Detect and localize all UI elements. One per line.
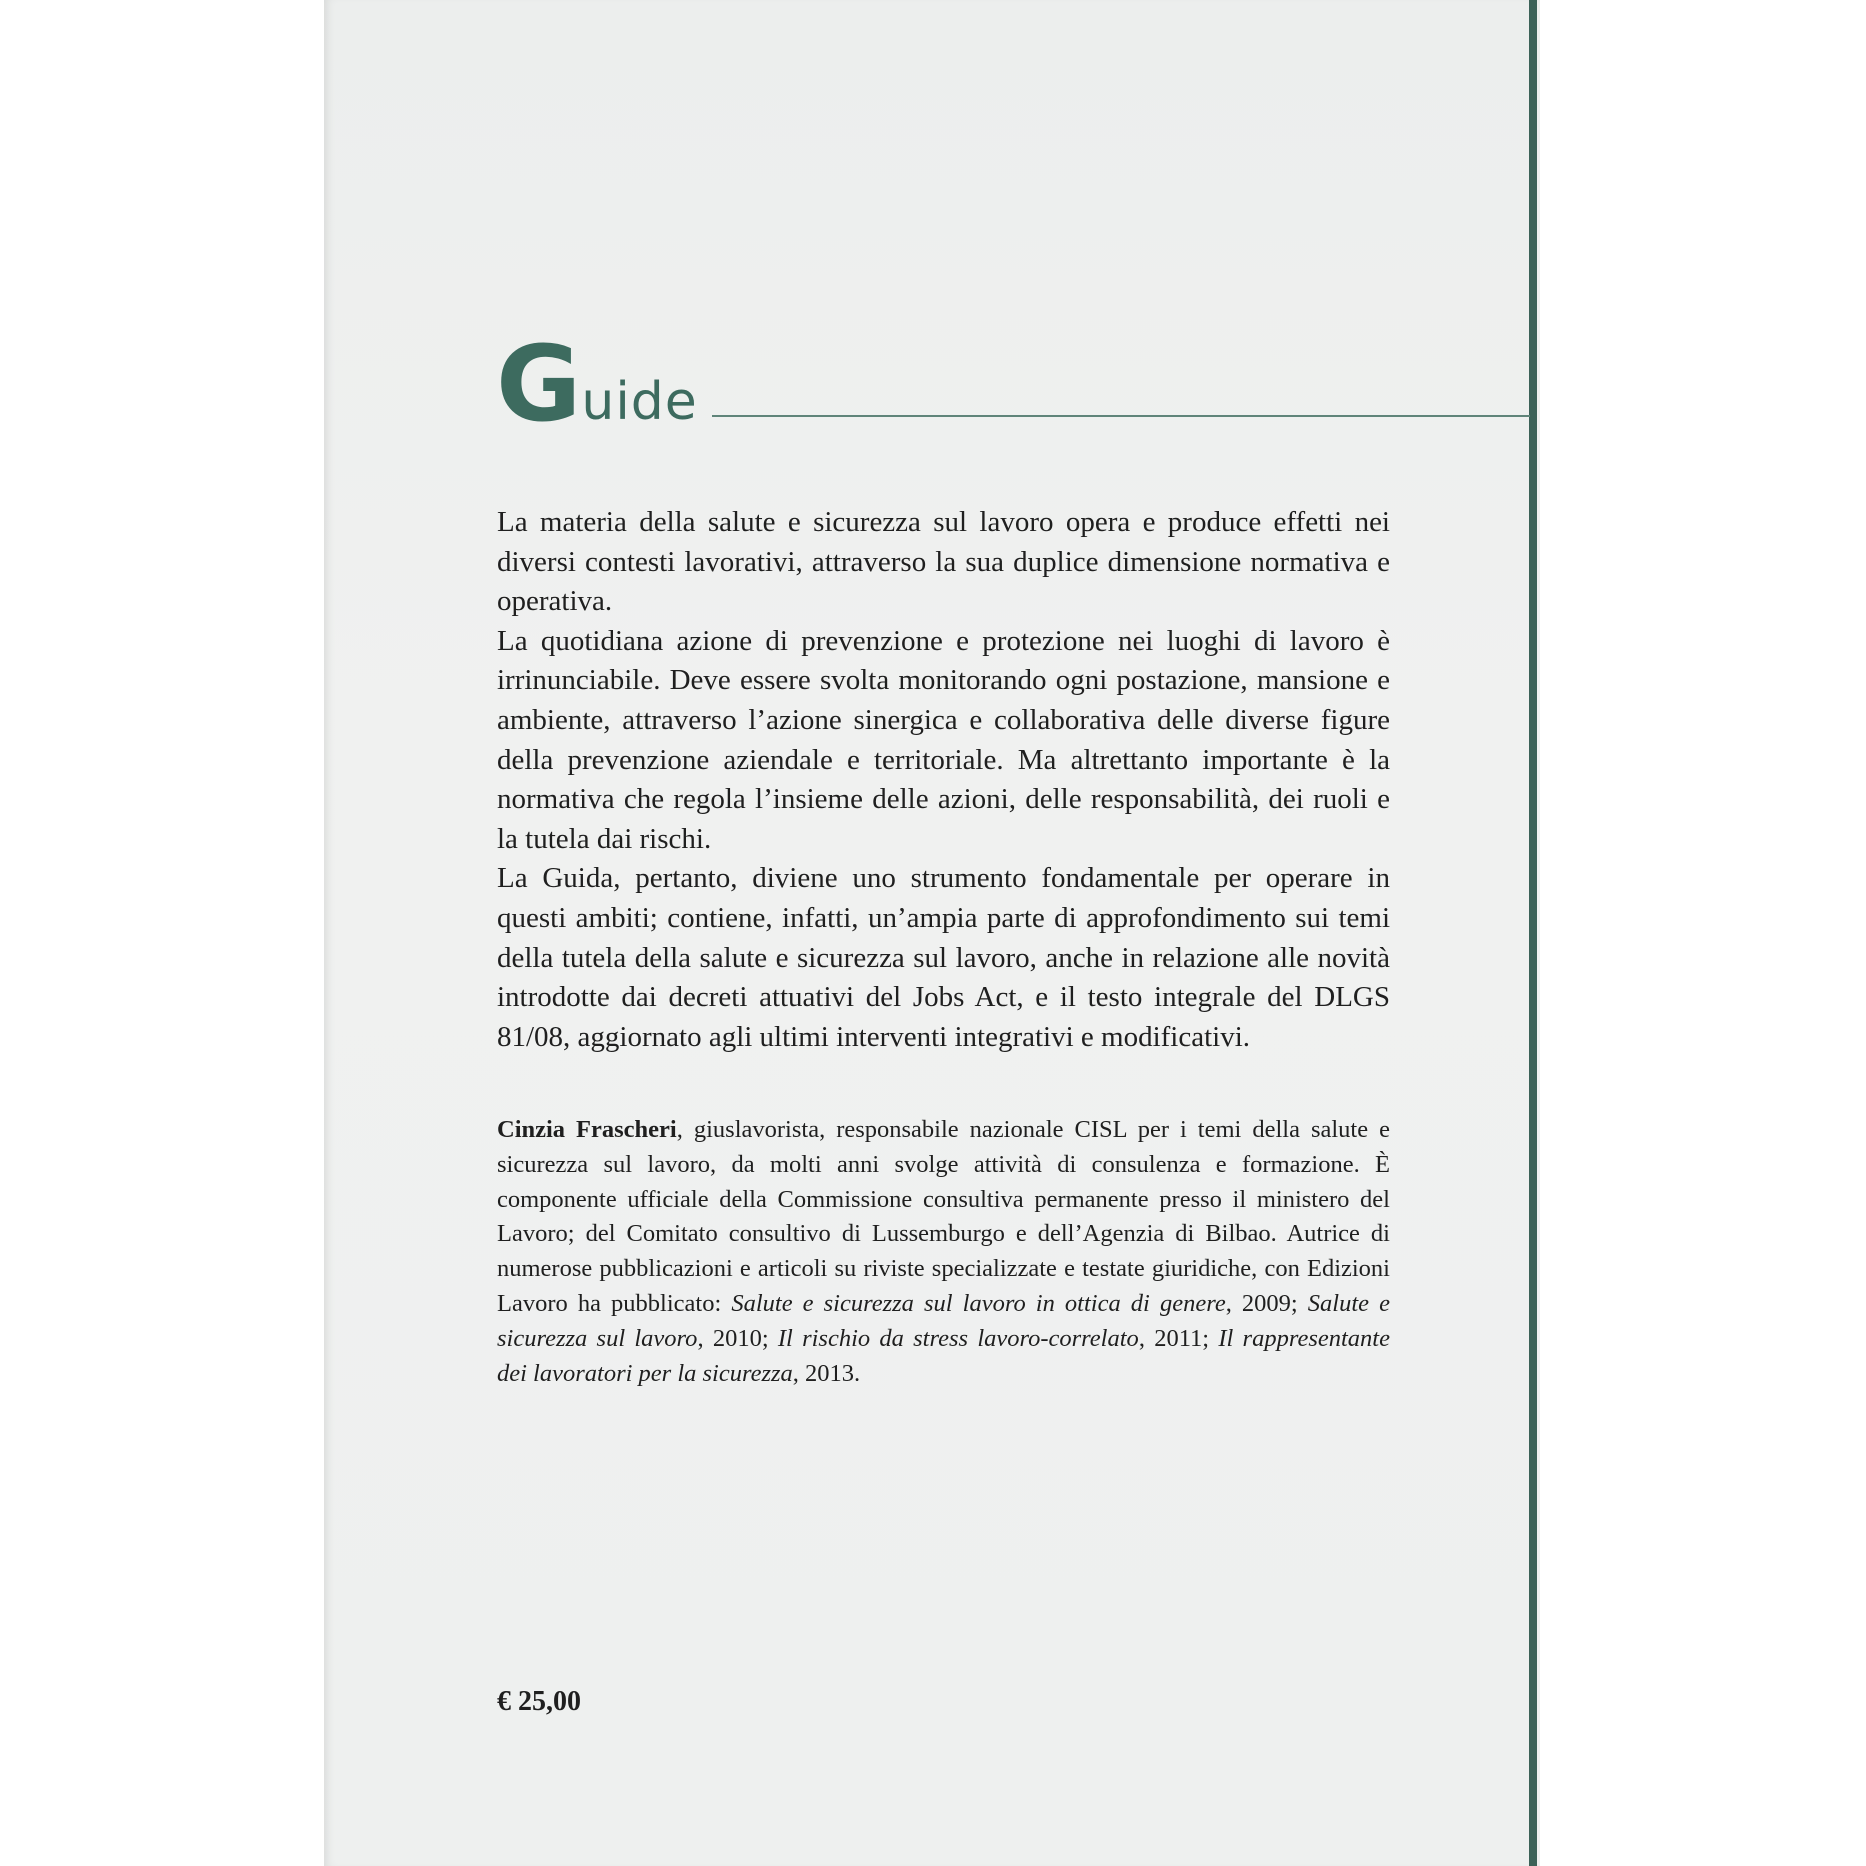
author-work-title: Il rischio da stress lavoro-correlato <box>777 1324 1139 1352</box>
description-paragraph: La quotidiana azione di prevenzione e protezione nei luoghi di lavoro è irrinunciabile. Deve essere svolta monitorando ogni postazione, mansione e ambiente, attraverso l’azione sinergica e collaborativa delle diverse figure della prevenzione aziendale e territoriale. Ma altrettanto importante è la normativa che regola l’insieme delle azioni, delle responsabilità, dei ruoli e la tutela dai rischi. <box>497 624 1390 855</box>
series-title-rest: uide <box>581 372 698 432</box>
description-paragraph: La Guida, pertanto, diviene uno strumento fondamentale per operare in questi ambiti; contiene, infatti, un’ampia parte di approfondimento sui temi della tutela della salute e sicurezza sul lavoro, anche in relazione alle novità introdotte dai decreti attuativi del Jobs Act, e il testo integrale del DLGS 81/08, aggiornato agli ultimi interventi integrativi e modificativi. <box>497 862 1390 1053</box>
author-work-title: Salute e sicurezza sul lavoro in ottica di genere <box>731 1289 1226 1317</box>
price: € 25,00 <box>497 1686 581 1717</box>
series-title-initial: G <box>496 322 580 445</box>
title-rule <box>712 415 1530 417</box>
author-work-year: , 2009; <box>1225 1289 1308 1317</box>
author-work-year: , 2011; <box>1138 1324 1219 1352</box>
description-paragraph: La materia della salute e sicurezza sul lavoro opera e produce effetti nei diversi contesti lavorativi, attraverso la sua duplice dimensione normativa e operativa. <box>497 506 1390 618</box>
author-work-title: Il rappresentante dei lavoratori per la sicurezza <box>497 1324 1390 1387</box>
author-bio <box>497 1113 1390 1391</box>
author-work-title: Salute e sicurezza sul lavoro <box>497 1289 1390 1352</box>
spine-edge <box>1529 0 1537 1866</box>
description-text <box>497 503 1390 1057</box>
author-work-year: , 2013. <box>792 1359 861 1387</box>
series-title <box>496 322 698 445</box>
author-bio-paragraph <box>497 1113 1390 1391</box>
author-name: Cinzia Frascheri <box>497 1116 677 1143</box>
author-bio-text: , giuslavorista, responsabile nazionale CISL per i temi della salute e sicurezza sul lavoro, da molti anni svolge attività di consulenza e formazione. È componente ufficiale della Commissione consultiva permanente presso il ministero del Lavoro; del Comitato consultivo di Lussemburgo e dell’Agenzia di Bilbao. Autrice di numerose pubblicazioni e articoli su riviste specializzate e testate giuridiche, con Edizioni Lavoro ha pubblicato: <box>497 1116 1390 1317</box>
author-work-year: , 2010; <box>697 1324 778 1352</box>
